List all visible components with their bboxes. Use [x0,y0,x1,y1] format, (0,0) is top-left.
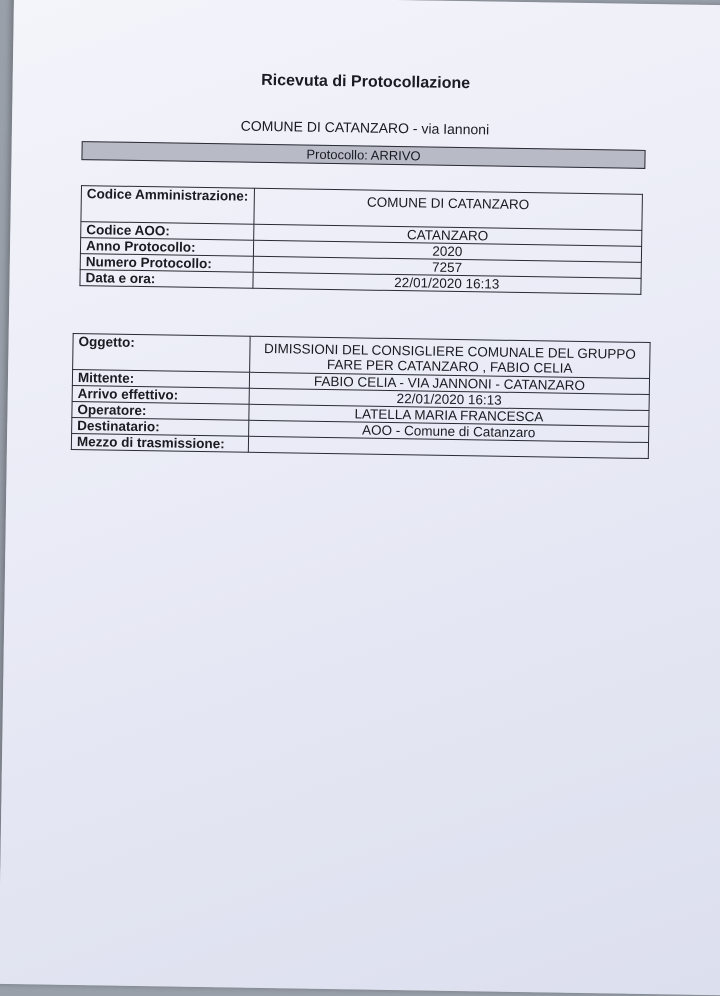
document-title: Ricevuta di Protocollazione [261,71,471,93]
document-subtitle: COMUNE DI CATANZARO - via Iannoni [240,117,490,138]
field-label: Codice AOO: [81,222,254,241]
field-value: AOO - Comune di Catanzaro [249,420,649,442]
field-value: CATANZARO [253,224,642,246]
subject-line: DIMISSIONI DEL CONSIGLIERE COMUNALE DEL GRUPPO [263,340,636,362]
field-value: 22/01/2020 16:13 [249,388,649,410]
field-value: 22/01/2020 16:13 [252,272,641,294]
field-label: Arrivo effettivo: [72,385,249,404]
protocol-details-table [71,333,651,459]
field-label: Operatore: [72,401,249,420]
field-value: LATELLA MARIA FRANCESCA [249,404,649,426]
field-value [250,336,651,378]
field-label: Destinatario: [72,417,249,436]
field-value: 7257 [253,256,642,278]
field-value: 2020 [253,240,642,262]
field-value: COMUNE DI CATANZARO [253,188,642,230]
field-value: FABIO CELIA - VIA JANNONI - CATANZARO [249,372,649,394]
field-label: Mittente: [72,369,249,388]
field-label: Oggetto: [73,333,251,372]
field-label: Data e ora: [80,270,253,289]
field-label: Anno Protocollo: [80,238,253,257]
field-label: Codice Amministrazione: [81,186,254,225]
field-label: Mezzo di trasmissione: [71,433,248,452]
admin-info-table [79,185,643,295]
field-label: Numero Protocollo: [80,254,253,273]
subject-line: FARE PER CATANZARO , FABIO CELIA [326,356,573,376]
protocol-type-bar: Protocollo: ARRIVO [81,141,645,169]
